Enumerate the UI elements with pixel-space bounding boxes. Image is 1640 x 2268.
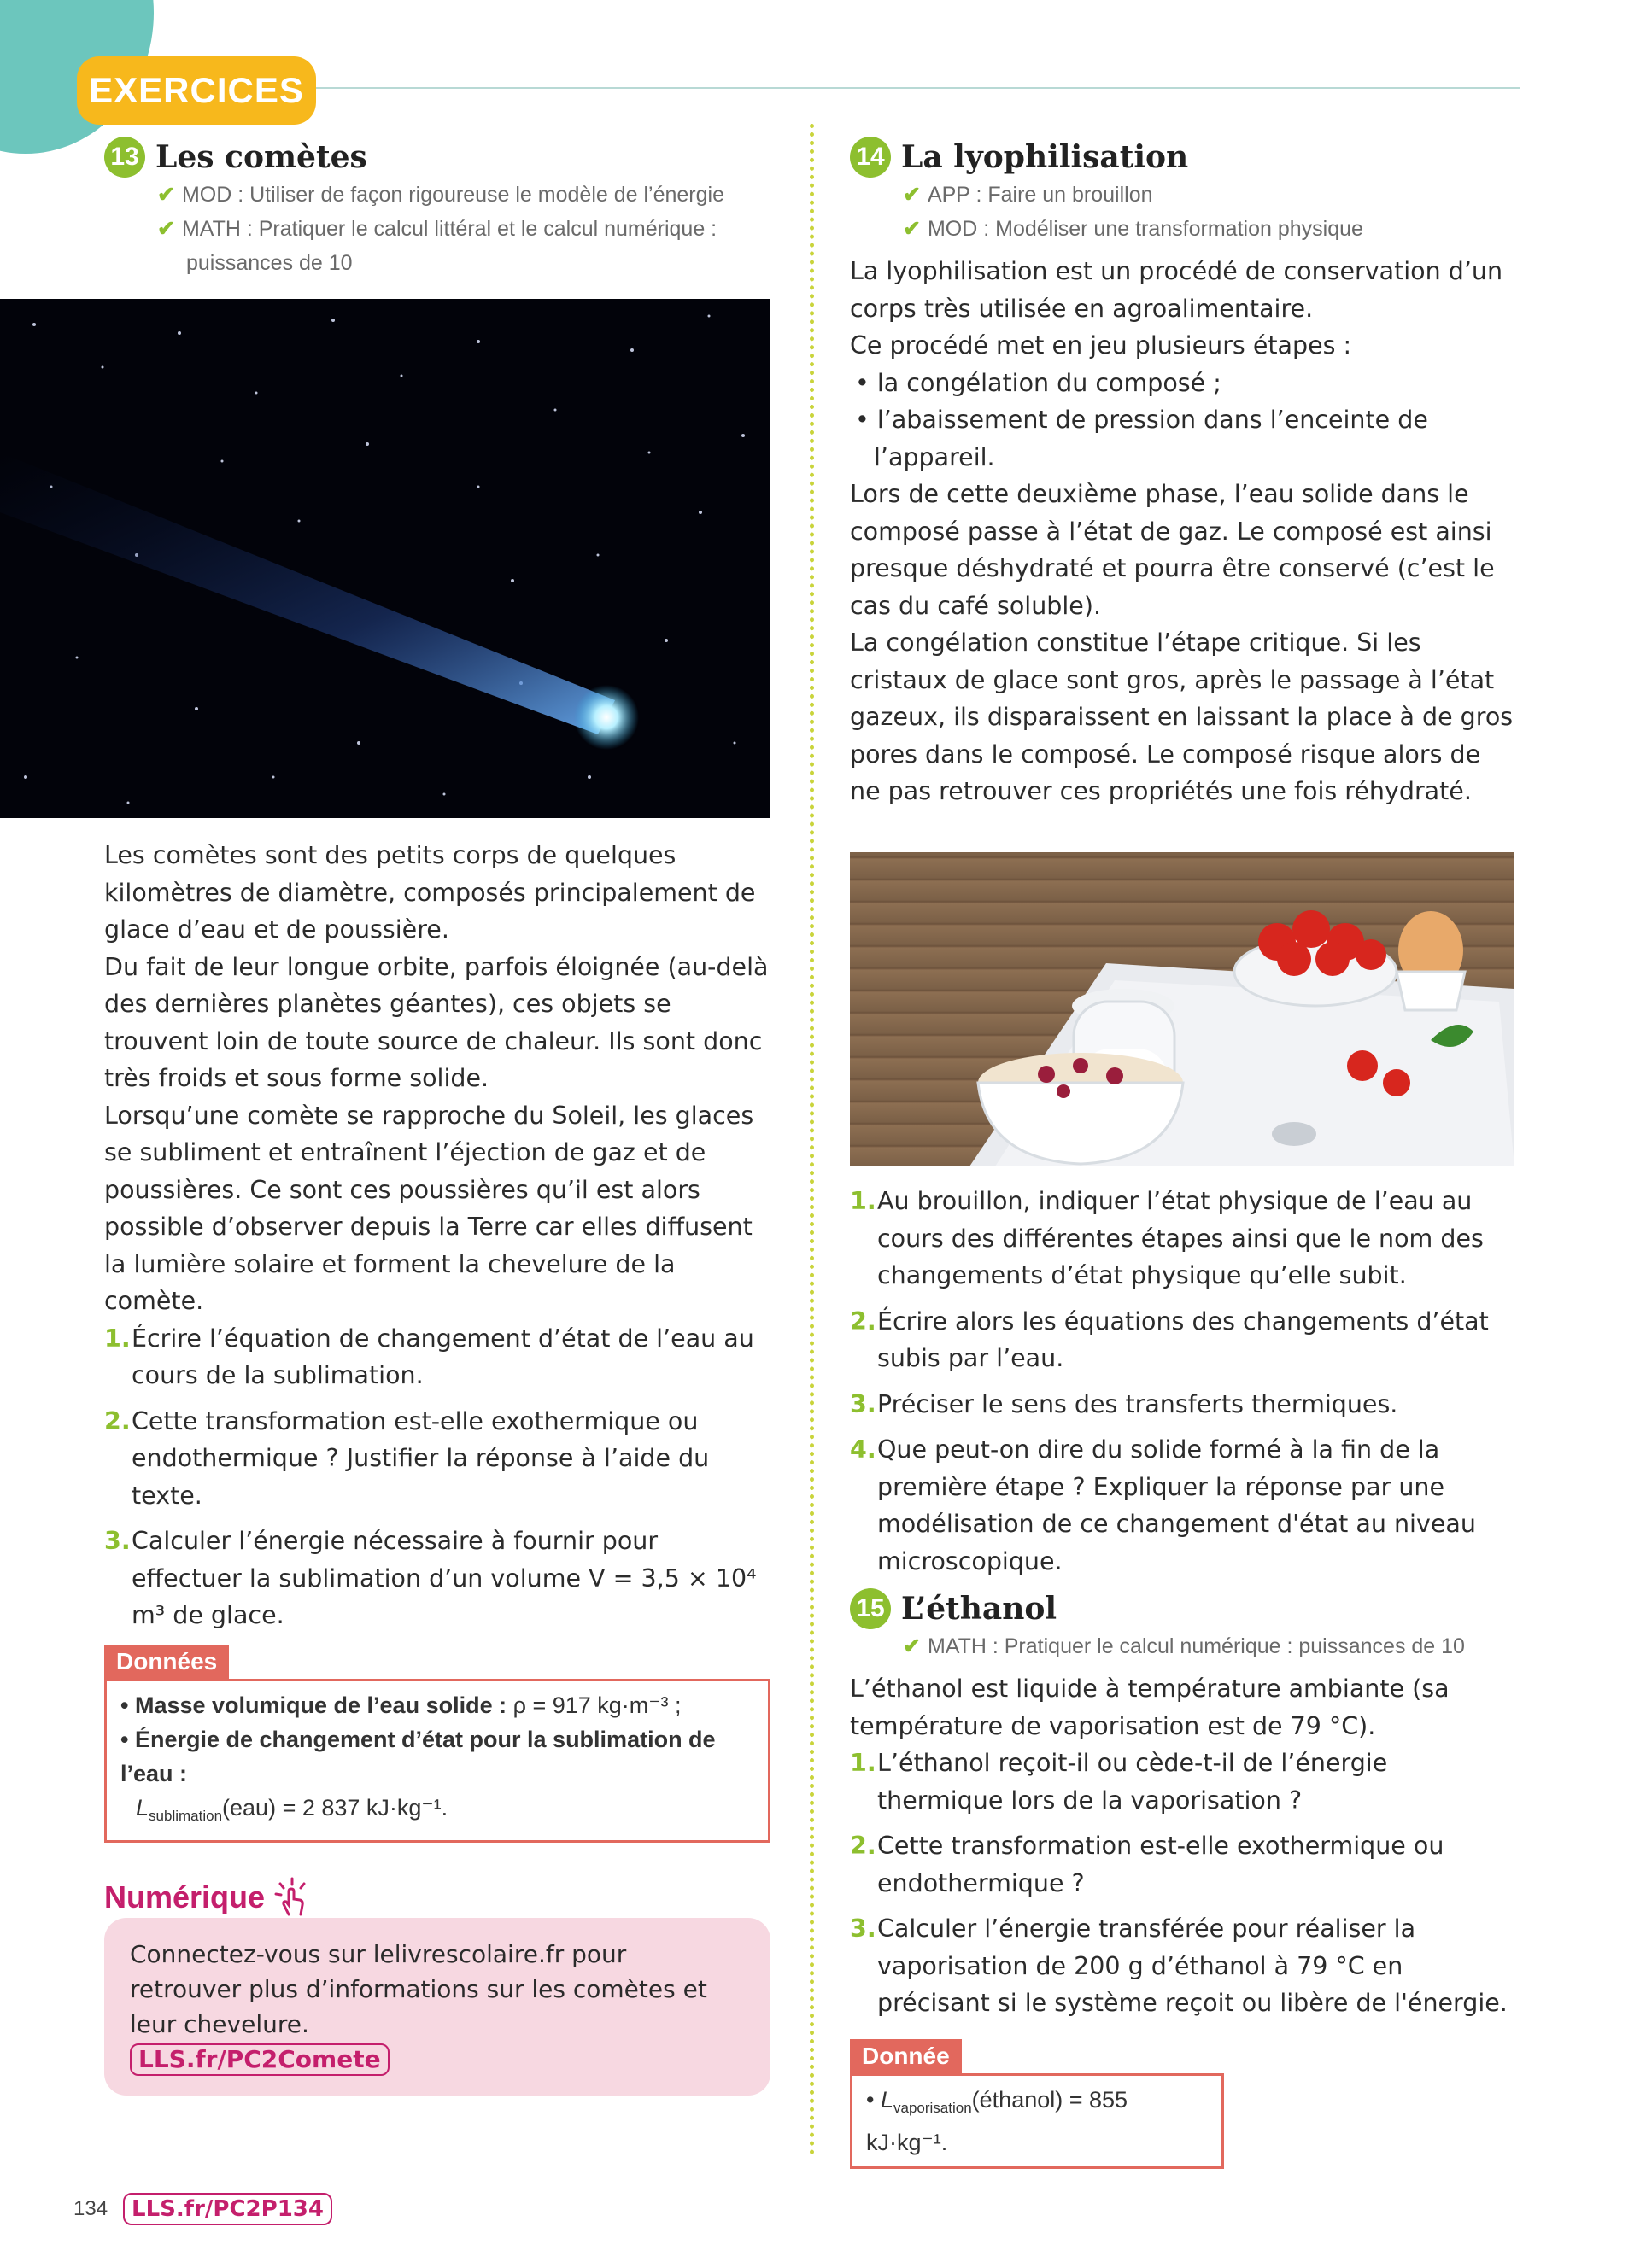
data-box: • $L_{vaporisation}(éthanol) = 855$ kJ·kg⁻¹.	[850, 2073, 1224, 2169]
page-link[interactable]: LLS.fr/PC2P134	[123, 2193, 332, 2225]
question: 4. Que peut-on dire du solide formé à la fin de la première étape ? Expliquer la réponse par une modélisation de ce changement d'état au niveau microscopique.	[850, 1435, 1476, 1575]
exercise-14-questions	[850, 1183, 1516, 1588]
exercise-title: La lyophilisation	[901, 139, 1189, 175]
numerique-title: Numérique	[104, 1877, 770, 1918]
exercise-title: Les comètes	[155, 139, 367, 175]
paragraph: La lyophilisation est un procédé de conservation d’un corps très utilisée en agroalimentaire.	[850, 257, 1503, 323]
paragraph: Lors de cette deuxième phase, l’eau solide dans le composé passe à l’état de gaz. Le composé est ainsi presque déshydraté et pourra être conservé (c’est le cas du café soluble).	[850, 480, 1495, 620]
paragraph: Du fait de leur longue orbite, parfois éloignée (au-delà des dernières planètes géantes), ces objets se trouvent loin de toute source de chaleur. Ils sont donc très froids et sous forme solide.	[104, 952, 769, 1092]
exercise-number: 13	[104, 137, 145, 178]
exercise-13-body	[104, 837, 770, 2096]
data-section	[850, 2039, 1516, 2169]
exercise-14	[850, 137, 1516, 810]
numerique-link[interactable]: LLS.fr/PC2Comete	[130, 2043, 390, 2076]
section-badge: EXERCICES	[77, 56, 316, 125]
exercise-15	[850, 1588, 1516, 2169]
question: 2. Cette transformation est-elle exothermique ou endothermique ? Justifier la réponse à l’aide du texte.	[104, 1406, 710, 1510]
breakfast-illustration	[850, 852, 1514, 1166]
skill-item: ✔ MATH : Pratiquer le calcul littéral et le calcul numérique : puissances de 10	[157, 217, 718, 275]
question: 3. Calculer l’énergie transférée pour réaliser la vaporisation de 200 g d’éthanol à 79 °C en précisant si le système reçoit ou libère de l'énergie.	[850, 1914, 1508, 2017]
question: 2. Cette transformation est-elle exothermique ou endothermique ?	[850, 1832, 1444, 1897]
column-divider	[810, 124, 814, 2156]
check-icon: ✔	[903, 183, 921, 207]
question: 3. Calculer l’énergie nécessaire à fournir pour effectuer la sublimation d’un volume V = 3,5 × 10⁴ m³ de glace.	[104, 1527, 757, 1629]
check-icon: ✔	[903, 1634, 921, 1658]
skill-item: ✔ MOD : Modéliser une transformation physique	[903, 217, 1363, 241]
page-footer	[73, 2193, 332, 2225]
comet-photo	[0, 299, 770, 818]
data-label: Donnée	[850, 2039, 962, 2073]
question: 2. Écrire alors les équations des changements d’état subis par l’eau.	[850, 1306, 1489, 1372]
question: 3. Préciser le sens des transferts thermiques.	[850, 1389, 1398, 1418]
paragraph: Lorsqu’une comète se rapproche du Soleil, les glaces se subliment et entraînent l’éjection de gaz et de poussières. Ce sont ces poussières qu’il est alors possible d’observer depuis la Terre car elles diffusent la lumière solaire et forment la chevelure de la comète.	[104, 1101, 754, 1315]
bullet-item: • l’abaissement de pression dans l’enceinte de l’appareil.	[855, 406, 1428, 471]
question: 1. Écrire l’équation de changement d’état de l’eau au cours de la sublimation.	[104, 1324, 754, 1389]
numerique-box: Connectez-vous sur lelivrescolaire.fr pour retrouver plus d’informations sur les comètes et leur chevelure. LLS.fr/PC2Comete	[104, 1918, 770, 2096]
comet-illustration	[0, 299, 770, 818]
bullet-item: • la congélation du composé ;	[855, 368, 1221, 397]
question: 1. L’éthanol reçoit-il ou cède-t-il de l’énergie thermique lors de la vaporisation ?	[850, 1749, 1388, 1815]
page-number: 134	[73, 2197, 108, 2220]
skill-item: ✔ MATH : Pratiquer le calcul numérique : puissances de 10	[903, 1634, 1465, 1658]
check-icon: ✔	[903, 217, 921, 241]
skill-item: ✔ APP : Faire un brouillon	[903, 183, 1153, 207]
header-rule	[316, 87, 1520, 89]
breakfast-photo	[850, 852, 1514, 1166]
paragraph: La congélation constitue l’étape critique. Si les cristaux de glace sont gros, après le passage à l’état gazeux, ils disparaissent en laissant la place à de gros pores dans le composé. Le composé risque alors de ne pas retrouver ces propriétés une fois réhydraté.	[850, 628, 1514, 805]
skill-item: ✔ MOD : Utiliser de façon rigoureuse le modèle de l’énergie	[157, 183, 724, 207]
exercise-number: 14	[850, 137, 891, 178]
numerique-section	[104, 1877, 770, 2096]
paragraph: Les comètes sont des petits corps de quelques kilomètres de diamètre, composés principalement de glace d’eau et de poussière.	[104, 841, 756, 944]
data-box: • Masse volumique de l’eau solide : ρ = 917 kg·m⁻³ ; • Énergie de changement d’état pour la sublimation de l’eau : $L_{sublimation}(eau) = 2$ 837 kJ·kg⁻¹.	[104, 1679, 770, 1843]
paragraph: Ce procédé met en jeu plusieurs étapes :	[850, 331, 1352, 359]
check-icon: ✔	[157, 217, 175, 241]
data-label: Données	[104, 1645, 229, 1679]
exercise-number: 15	[850, 1588, 891, 1629]
exercise-title: L’éthanol	[901, 1591, 1057, 1627]
data-section	[104, 1645, 770, 1843]
exercise-13-header	[104, 137, 770, 280]
click-hand-icon	[272, 1877, 313, 1918]
question: 1. Au brouillon, indiquer l’état physique de l’eau au cours des différentes étapes ainsi que le nom des changements d’état physique qu’elle subit.	[850, 1187, 1484, 1289]
paragraph: L’éthanol est liquide à température ambiante (sa température de vaporisation est de 79 °C).	[850, 1675, 1450, 1740]
check-icon: ✔	[157, 183, 175, 207]
